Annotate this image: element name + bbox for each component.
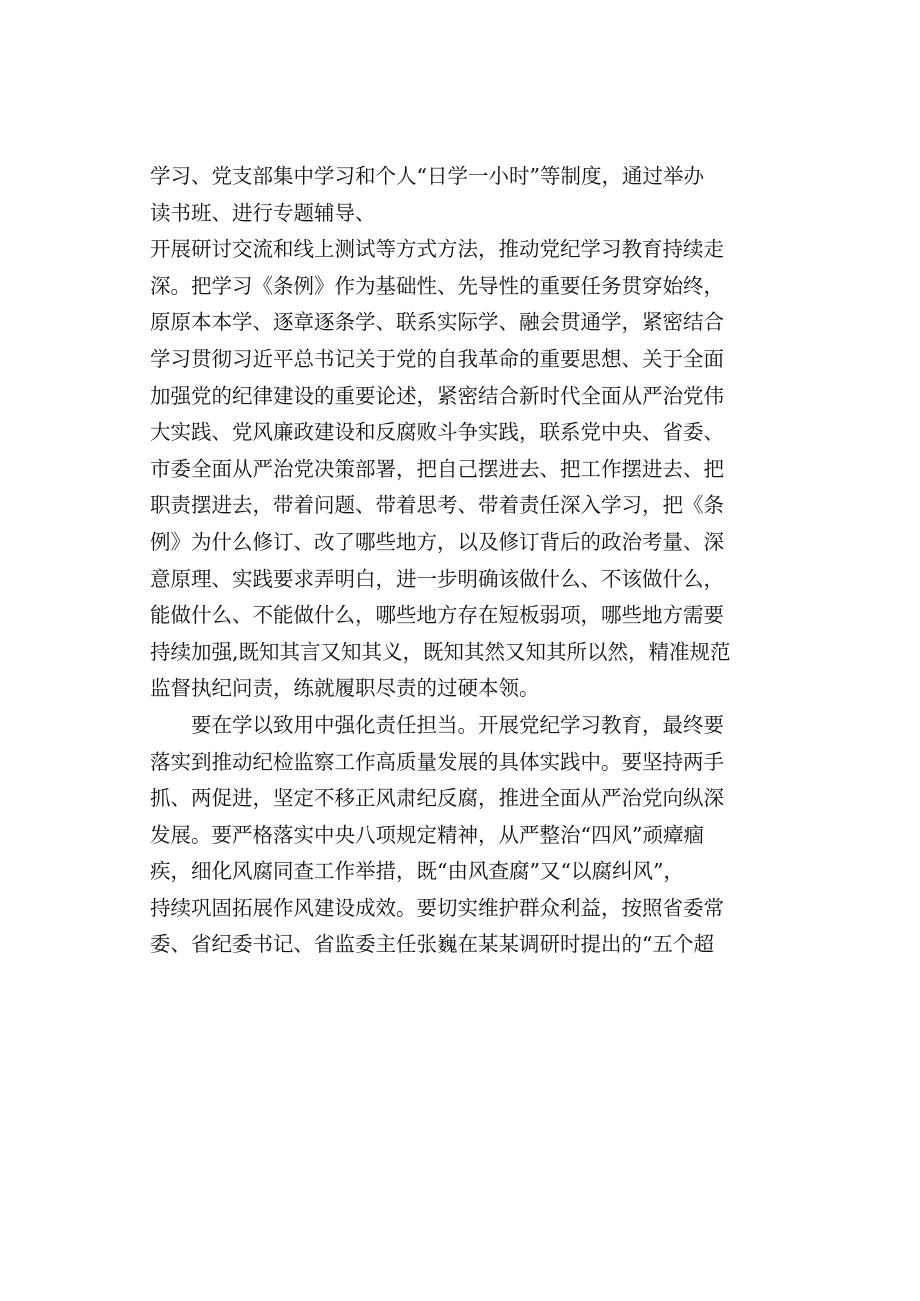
text-line: 例》为什么修订、改了哪些地方，以及修订背后的政治考量、深 <box>150 529 724 554</box>
text-line: 深。把学习《条例》作为基础性、先导性的重要任务贯穿始终， <box>150 273 724 298</box>
text-line: 疾，细化风腐同查工作举措，既“由风查腐”又“以腐纠风”， <box>150 859 684 884</box>
text-line: 学习、党支部集中学习和个人“日学一小时”等制度，通过举办 <box>150 164 704 188</box>
text-line: 监督执纪问责，练就履职尽责的过硬本领。 <box>150 676 540 701</box>
text-line: 能做什么、不能做什么，哪些地方存在短板弱项，哪些地方需要 <box>150 603 724 628</box>
text-line: 委、省纪委书记、省监委主任张巍在某某调研时提出的“五个超 <box>150 932 714 957</box>
paragraph-1 <box>150 158 810 707</box>
paragraph-2 <box>150 707 810 963</box>
text-line: 加强党的纪律建设的重要论述，紧密结合新时代全面从严治党伟 <box>150 383 724 408</box>
text-line: 意原理、实践要求弄明白，进一步明确该做什么、不该做什么， <box>150 566 724 591</box>
body-text <box>150 158 810 963</box>
text-line: 发展。要严格落实中央八项规定精神，从严整治“四风”顽瘴痼 <box>150 822 704 847</box>
text-line: 大实践、党风廉政建设和反腐败斗争实践，联系党中央、省委、 <box>150 420 724 445</box>
text-line: 抓、两促进，坚定不移正风肃纪反腐，推进全面从严治党向纵深 <box>150 786 724 811</box>
text-line: 持续加强,既知其言又知其义，既知其然又知其所以然，精准规范 <box>150 639 731 664</box>
text-line: 持续巩固拓展作风建设成效。要切实维护群众利益，按照省委常 <box>150 895 724 920</box>
text-line: 职责摆进去，带着问题、带着思考、带着责任深入学习，把《条 <box>150 493 724 518</box>
text-line: 读书班、进行专题辅导、 <box>150 200 376 225</box>
text-line: 原原本本学、逐章逐条学、联系实际学、融会贯通学，紧密结合 <box>150 310 724 335</box>
text-line: 市委全面从严治党决策部署，把自己摆进去、把工作摆进去、把 <box>150 456 724 481</box>
text-line: 开展研讨交流和线上测试等方式方法，推动党纪学习教育持续走 <box>150 237 724 262</box>
text-line: 落实到推动纪检监察工作高质量发展的具体实践中。要坚持两手 <box>150 749 724 774</box>
text-line: 要在学以致用中强化责任担当。开展党纪学习教育，最终要 <box>191 712 724 737</box>
text-line: 学习贯彻习近平总书记关于党的自我革命的重要思想、关于全面 <box>150 346 724 371</box>
